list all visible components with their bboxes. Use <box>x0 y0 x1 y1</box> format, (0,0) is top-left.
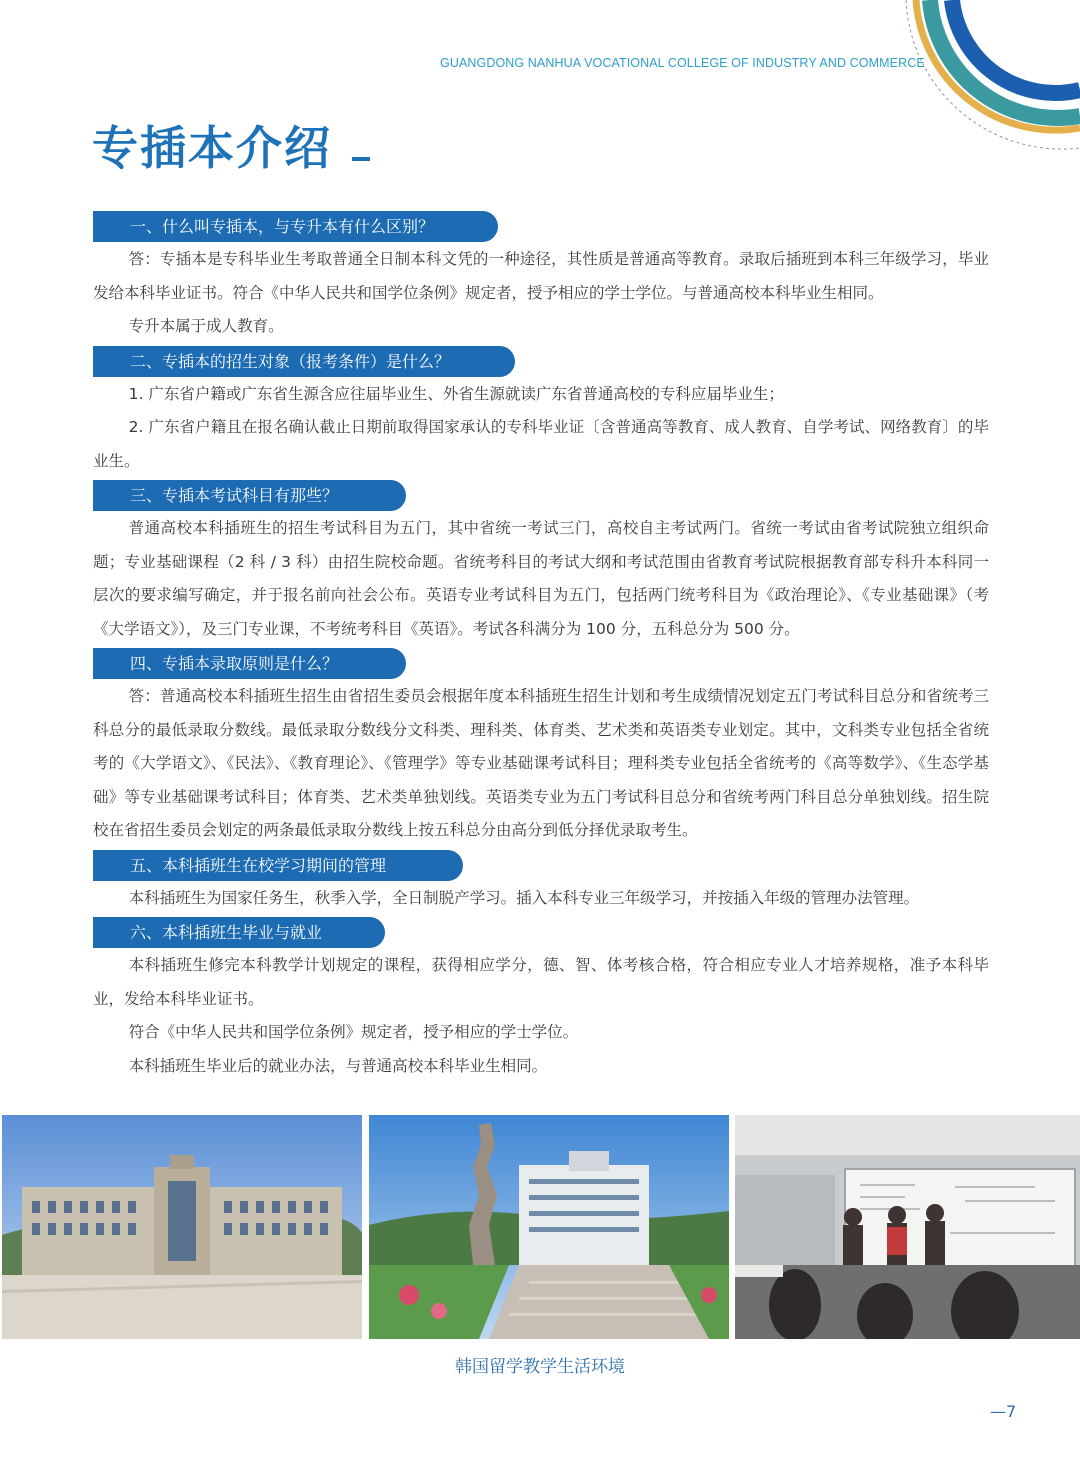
paragraph: 本科插班生毕业后的就业办法，与普通高校本科毕业生相同。 <box>128 1056 548 1075</box>
paragraph: 本科插班生修完本科教学计划规定的课程，获得相应学分，德、智、体考核合格，符合相应专业人才培养规格，准予本科毕业，发给本科毕业证书。 <box>93 956 989 1008</box>
section-heading: 四、专插本录取原则是什么？ <box>93 648 406 679</box>
section-heading: 三、专插本考试科目有那些？ <box>93 480 406 511</box>
paragraph: 1. 广东省户籍或广东省生源含应往届毕业生、外省生源就读广东省普通高校的专科应届毕业生； <box>128 384 784 403</box>
college-name: GUANGDONG NANHUA VOCATIONAL COLLEGE OF INDUSTRY AND COMMERCE <box>440 56 925 70</box>
paragraph: 本科插班生为国家任务生，秋季入学，全日制脱产学习。插入本科专业三年级学习，并按插入年级的管理办法管理。 <box>128 888 920 907</box>
paragraph: 普通高校本科插班生的招生考试科目为五门，其中省统一考试三门，高校自主考试两门。省统一考试由省考试院独立组织命题；专业基础课程（2 科 / 3 科）由招生院校命题。省统考科目的考试大纲和考试范围由省教育考试院根据教育部专科升本科同一层次的要求编写确定，并于报名前向社会公布。英语专业考试科目为五门，包括两门统考科目为《政治理论》、《专业基础课》（考《大学语文》），及三门专业课，不考统考科目《英语》。考试各科满分为 100 分，五科总分为 500 分。 <box>93 519 989 638</box>
header-arc-decoration <box>880 0 1080 150</box>
campus-building-photo <box>2 1115 362 1339</box>
section-6 <box>93 915 989 1083</box>
section-heading: 五、本科插班生在校学习期间的管理 <box>93 850 463 881</box>
campus-sculpture-photo <box>369 1115 729 1339</box>
section-heading: 六、本科插班生毕业与就业 <box>93 917 385 948</box>
main-content <box>93 209 989 1083</box>
title-underline <box>352 157 370 161</box>
paragraph: 符合《中华人民共和国学位条例》规定者，授予相应的学士学位。 <box>128 1023 579 1041</box>
page-number: —7 <box>990 1402 1017 1421</box>
paragraph: 答：专插本是专科毕业生考取普通全日制本科文凭的一种途径，其性质是普通高等教育。录取后插班到本科三年级学习，毕业发给本科毕业证书。符合《中华人民共和国学位条例》规定者，授予相应的学士学位。与普通高校本科毕业生相同。 <box>93 250 989 302</box>
section-heading: 二、专插本的招生对象（报考条件）是什么？ <box>93 346 515 377</box>
section-4 <box>93 646 989 848</box>
photo-caption: 韩国留学教学生活环境 <box>455 1357 625 1377</box>
paragraph: 2. 广东省户籍且在报名确认截止日期前取得国家承认的专科毕业证〔含普通高等教育、成人教育、自学考试、网络教育〕的毕业生。 <box>93 418 989 470</box>
page-title: 专插本介绍 <box>92 121 332 175</box>
paragraph: 专升本属于成人教育。 <box>128 317 284 335</box>
classroom-photo <box>735 1115 1080 1339</box>
paragraph: 答：普通高校本科插班生招生由省招生委员会根据年度本科插班生招生计划和考生成绩情况划定五门考试科目总分和省统考三科总分的最低录取分数线。最低录取分数线分文科类、理科类、体育类、艺术类和英语类专业划定。其中，文科类专业包括全省统考的《大学语文》、《民法》、《教育理论》、《管理学》等专业基础课考试科目；理科类专业包括全省统考的《高等数学》、《生态学基础》等专业基础课考试科目；体育类、艺术类单独划线。英语类专业为五门考试科目总分和省统考两门科目总分单独划线。招生院校在省招生委员会划定的两条最低录取分数线上按五科总分由高分到低分择优录取考生。 <box>93 687 989 839</box>
section-2 <box>93 344 989 479</box>
section-1 <box>93 209 989 344</box>
section-5 <box>93 848 989 916</box>
section-3 <box>93 478 989 646</box>
section-heading: 一、什么叫专插本，与专升本有什么区别？ <box>93 211 498 242</box>
photo-strip <box>0 1115 1080 1339</box>
